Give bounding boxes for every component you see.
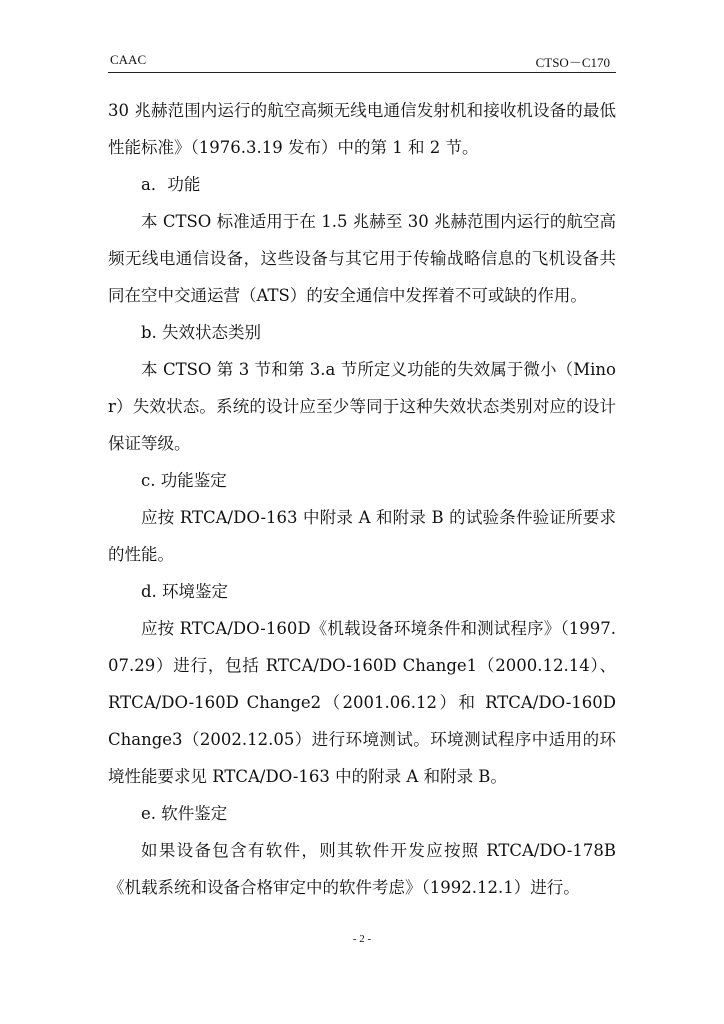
paragraph: 如果设备包含有软件，则其软件开发应按照 RTCA/DO-178B《机载系统和设备合格审定中的软件考虑》（1992.12.1）进行。 — [108, 841, 616, 897]
paragraph: 30 兆赫范围内运行的航空高频无线电通信发射机和接收机设备的最低性能标准》（1976.3.19 发布）中的第 1 和 2 节。 — [108, 101, 616, 157]
section-heading: a．功能 — [141, 175, 201, 194]
header-right: CTSO－C170 — [535, 55, 610, 70]
page-number: - 2 - — [352, 933, 372, 945]
paragraph: 应按 RTCA/DO-160D《机载设备环境条件和测试程序》（1997.07.29）进行，包括 RTCA/DO-160D Change1（2000.12.14）、RTCA/DO-160D Change2（2001.06.12）和 RTCA/DO-160D Change3（2002.12.05）进行环境测试。环境测试程序中适用的环境性能要求见 RTCA/DO-163 中的附录 A 和附录 B。 — [108, 619, 622, 786]
paragraph: 本 CTSO 标准适用于在 1.5 兆赫至 30 兆赫范围内运行的航空高频无线电通信设备，这些设备与其它用于传输战略信息的飞机设备共同在空中交通运营（ATS）的安全通信中发挥着不可或缺的作用。 — [108, 212, 616, 305]
section-heading: c. 功能鉴定 — [141, 471, 227, 490]
paragraph: 本 CTSO 第 3 节和第 3.a 节所定义功能的失效属于微小（Minor）失效状态。系统的设计应至少等同于这种失效状态类别对应的设计保证等级。 — [108, 360, 616, 453]
paragraph: 应按 RTCA/DO-163 中附录 A 和附录 B 的试验条件验证所要求的性能。 — [108, 508, 616, 564]
header-left: CAAC — [110, 52, 147, 67]
document-body — [108, 92, 622, 906]
section-heading: d. 环境鉴定 — [141, 582, 229, 601]
page-header — [108, 50, 616, 73]
section-heading: b. 失效状态类别 — [141, 323, 262, 342]
section-heading: e. 软件鉴定 — [141, 804, 228, 823]
